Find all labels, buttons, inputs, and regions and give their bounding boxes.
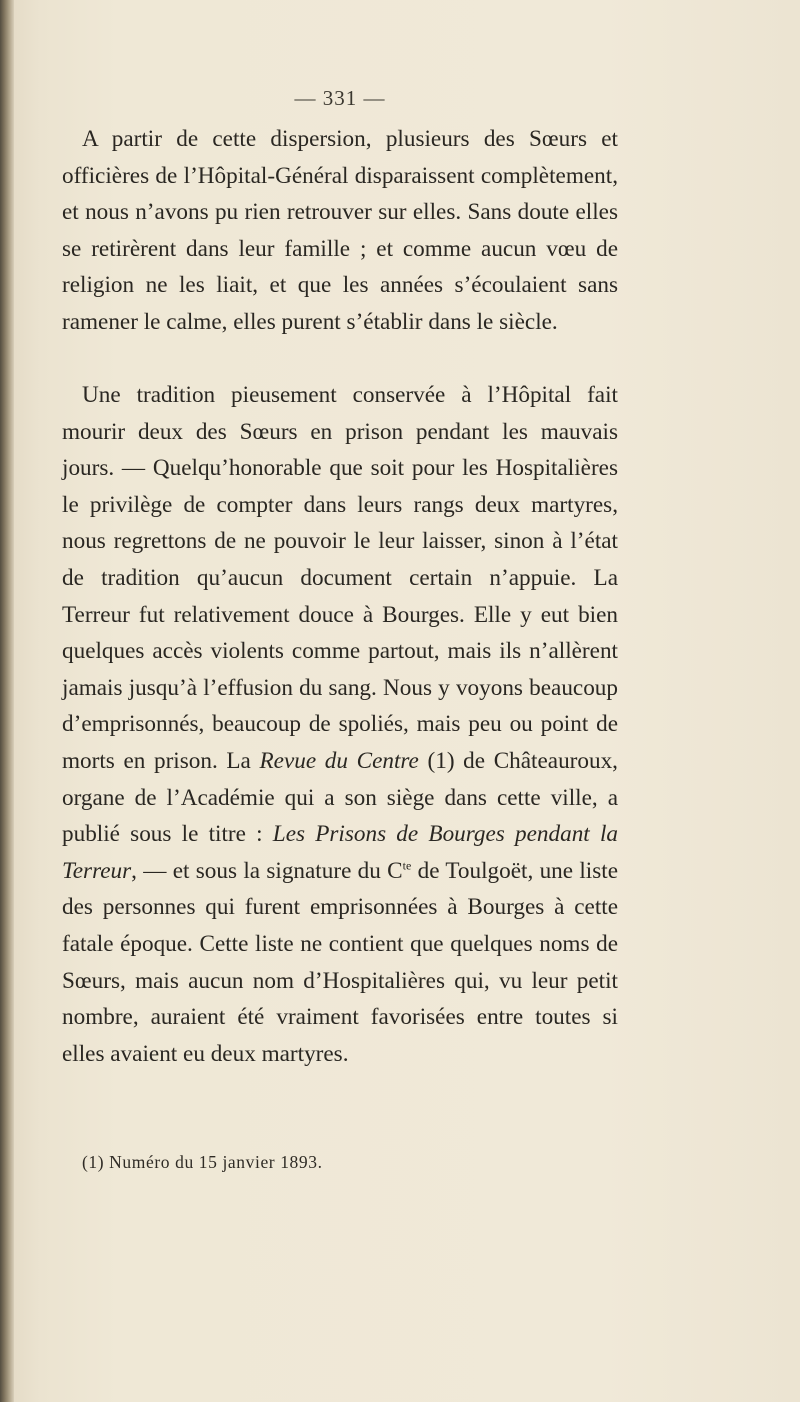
paragraph-1 (62, 121, 618, 341)
paragraph-1-text: A partir de cette dispersion, plusieurs des Sœurs et officières de l’Hôpital-Général disparaissent complètement, et nous n’avons pu rien retrouver sur elles. Sans doute elles se retirèrent dans leur famille ; et comme aucun vœu de religion ne les liait, et que les années s’écoulaient sans ramener le calme, elles purent s’établir dans le siècle. (62, 126, 618, 335)
comte-abbreviation-superscript: te (402, 857, 412, 872)
paragraph-2 (62, 377, 618, 1072)
page-binding-edge (0, 0, 14, 1402)
paragraph-2-text (62, 377, 618, 1072)
paragraph-2-text-a: Une tradition pieusement conservée à l’Hôpital fait mourir deux des Sœurs en prison pendant les mauvais jours. — Quelqu’honorable que soit pour les Hospitalières le privilège de compter dans leurs rangs deux martyres, nous regrettons de ne pouvoir le leur laisser, sinon à l’état de tradition qu’aucun document certain n’appuie. La Terreur fut relativement douce à Bourges. Elle y eut bien quelques accès violents comme partout, mais ils n’allèrent jamais jusqu’à l’effusion du sang. Nous y voyons beaucoup d’emprisonnés, beaucoup de spoliés, mais peu ou point de morts en prison. La (62, 382, 618, 774)
page-number: — 331 — (294, 86, 386, 110)
paragraph-2-text-d: de Toulgoët, une liste des personnes qui furent emprisonnées à Bourges à cette fatale époque. Cette liste ne contient que quelques noms de Sœurs, mais aucun nom d’Hospitalières qui, vu leur petit nombre, auraient été vraiment favorisées entre toutes si elles avaient eu deux martyres. (62, 857, 618, 1067)
footnote: (1) Numéro du 15 janvier 1893. (82, 1152, 323, 1172)
paragraph-2-text-c: , — et sous la signature du C (131, 857, 403, 884)
journal-title-revue-du-centre: Revue du Centre (259, 747, 419, 774)
article-title-prisons-de-bourges: Les Prisons de Bourges pendant la Terreur (62, 821, 618, 884)
paragraph-2-text-b: (1) de Châteauroux, organe de l’Académie qui a son siège dans cette ville, a publié sous le titre : (62, 747, 618, 848)
